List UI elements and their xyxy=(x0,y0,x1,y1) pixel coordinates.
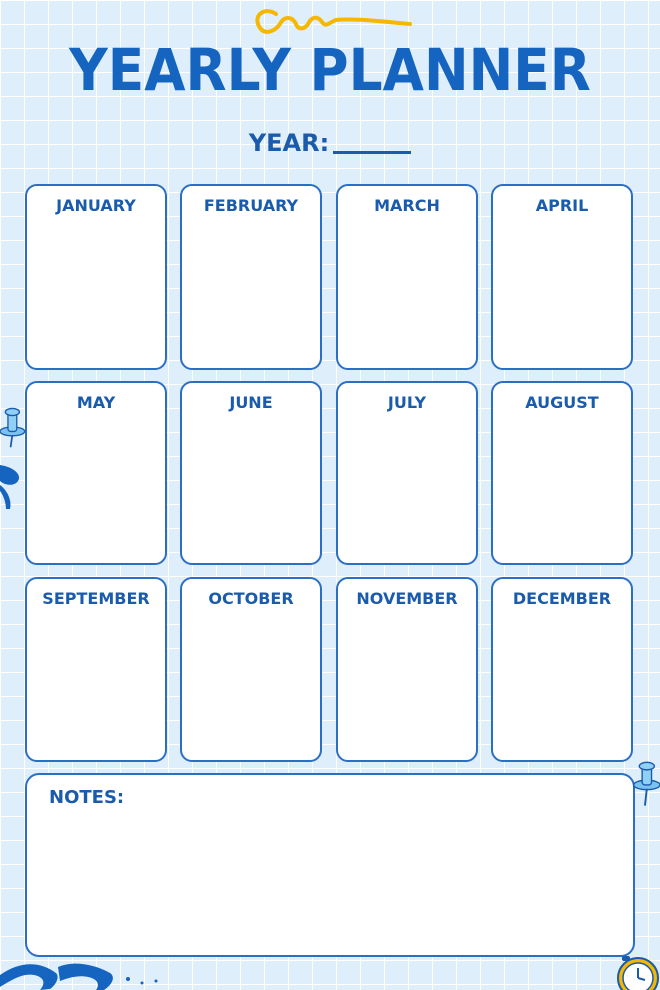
month-label: AUGUST xyxy=(525,393,599,412)
paint-stroke-decoration xyxy=(0,955,200,990)
month-box-july[interactable] xyxy=(336,381,478,565)
month-box-march[interactable] xyxy=(336,184,478,370)
paint-swoosh-decoration xyxy=(0,455,24,511)
month-label: NOVEMBER xyxy=(356,589,458,608)
month-label: APRIL xyxy=(535,196,589,215)
alarm-clock-icon xyxy=(608,950,660,990)
push-pin-icon xyxy=(0,402,30,452)
month-label: MAY xyxy=(76,393,116,412)
month-box-november[interactable] xyxy=(336,577,478,762)
month-box-december[interactable] xyxy=(491,577,633,762)
push-pin-icon xyxy=(628,758,660,810)
page-title: YEARLY PLANNER xyxy=(69,36,591,104)
month-label: DECEMBER xyxy=(512,589,612,608)
notes-label: NOTES: xyxy=(49,787,125,808)
month-box-june[interactable] xyxy=(180,381,322,565)
notes-box[interactable] xyxy=(25,773,635,957)
month-label: OCTOBER xyxy=(208,589,294,608)
month-box-april[interactable] xyxy=(491,184,633,370)
month-box-october[interactable] xyxy=(180,577,322,762)
month-label: JANUARY xyxy=(56,196,136,215)
year-field xyxy=(0,128,660,158)
month-label: FEBRUARY xyxy=(203,196,299,215)
month-label: SEPTEMBER xyxy=(42,589,150,608)
month-box-january[interactable] xyxy=(25,184,167,370)
month-box-september[interactable] xyxy=(25,577,167,762)
month-label: JUNE xyxy=(229,393,273,412)
year-input-line[interactable] xyxy=(333,151,411,154)
month-box-february[interactable] xyxy=(180,184,322,370)
month-label: JULY xyxy=(387,393,427,412)
month-box-may[interactable] xyxy=(25,381,167,565)
month-box-august[interactable] xyxy=(491,381,633,565)
year-label: YEAR: xyxy=(248,129,330,157)
month-label: MARCH xyxy=(374,196,440,215)
